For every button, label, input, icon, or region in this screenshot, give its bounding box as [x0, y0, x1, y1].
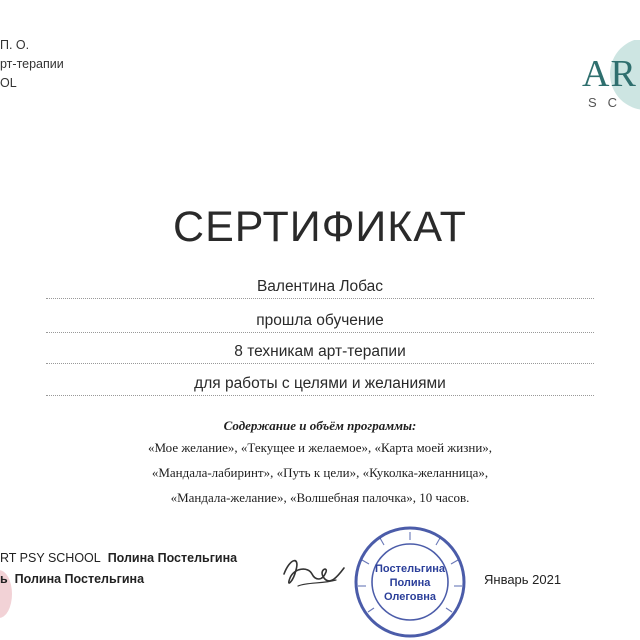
school-name: RT PSY SCHOOL	[0, 551, 101, 565]
signatory-line	[0, 572, 144, 586]
course-title-line-1: 8 техникам арт-терапии	[234, 343, 406, 360]
program-title: Содержание и объём программы:	[223, 418, 417, 433]
signatory-prefix: ь	[0, 572, 8, 586]
logo-main-text: AR	[582, 53, 637, 95]
program-line-3: «Мандала-желание», «Волшебная палочка», 10 часов.	[170, 490, 470, 505]
official-stamp	[340, 520, 480, 638]
issue-date: Январь 2021	[484, 572, 562, 587]
organization-header	[0, 36, 64, 93]
signatory-name-1: Полина Постельгина	[107, 551, 238, 565]
handwritten-signature	[278, 548, 348, 598]
stamp-text-first-name: Полина	[389, 577, 431, 589]
dotted-line	[46, 298, 594, 299]
program-line-2: «Мандала-лабиринт», «Путь к цели», «Куколка-желанница»,	[151, 465, 489, 480]
stamp-text-surname: Постельгина	[375, 563, 445, 575]
dotted-line	[46, 332, 594, 333]
recipient-name: Валентина Лобас	[256, 278, 384, 295]
logo-sub-text: SC	[588, 95, 629, 110]
program-line-1: «Мое желание», «Текущее и желаемое», «Карта моей жизни»,	[147, 440, 493, 455]
organization-line-2: рт-терапии	[0, 57, 64, 71]
school-logo	[580, 40, 640, 120]
signatory-name-2: Полина Постельгина	[14, 572, 145, 586]
completion-status: прошла обучение	[256, 312, 384, 329]
dotted-line	[46, 363, 594, 364]
organization-line-1: П. О.	[0, 38, 30, 52]
organization-line-3: OL	[0, 76, 17, 90]
stamp-text-patronymic: Олеговна	[383, 591, 437, 603]
school-signature-line	[0, 551, 237, 565]
course-title-line-2: для работы с целями и желаниями	[194, 375, 446, 392]
dotted-line	[46, 395, 594, 396]
certificate-title: СЕРТИФИКАТ	[173, 203, 467, 251]
